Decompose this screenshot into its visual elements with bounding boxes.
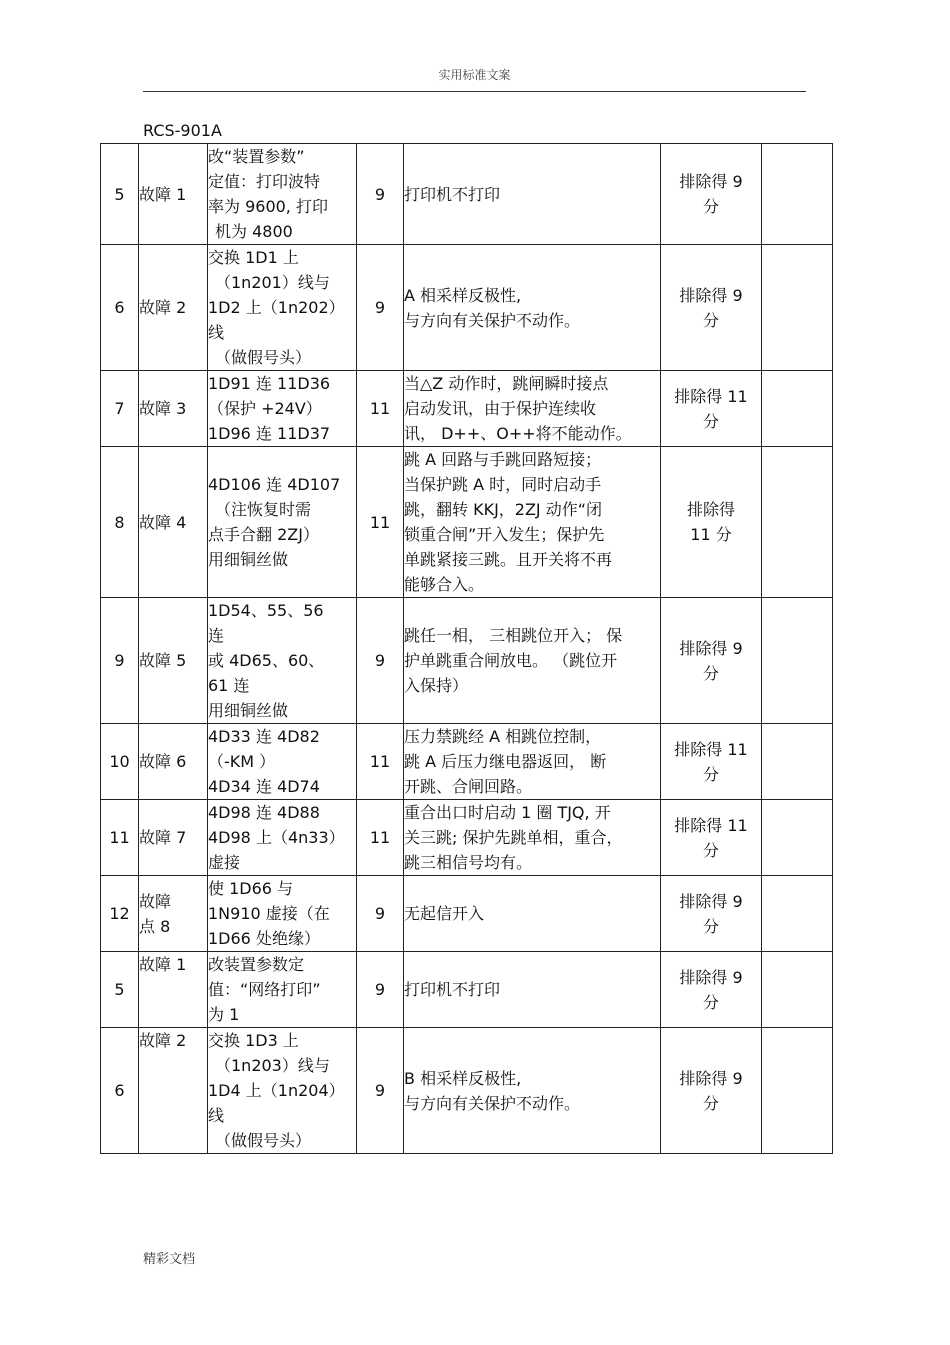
cell-line: 分 xyxy=(702,992,719,1012)
fault-name-cell xyxy=(139,598,208,724)
row-number-cell: 8 xyxy=(101,447,139,598)
blank-cell xyxy=(762,952,833,1028)
score-cell: 9 xyxy=(357,952,404,1028)
blank-cell xyxy=(762,876,833,952)
symptom-cell xyxy=(404,800,661,876)
cell-line: 排除得 xyxy=(686,500,735,519)
symptom-cell xyxy=(404,144,661,245)
cell-line: 1D91 连 11D36 xyxy=(208,374,331,393)
row-number-cell: 6 xyxy=(101,1028,139,1154)
fault-row xyxy=(101,1028,833,1154)
cell-line: 4D33 连 4D82 xyxy=(208,727,320,746)
score-cell: 9 xyxy=(357,1028,404,1154)
page-footer: 精彩文档 xyxy=(143,1252,196,1267)
cell-line: 1D54、55、56 xyxy=(208,601,324,620)
cell-line: （1n203）线与 xyxy=(215,1056,330,1075)
wiring-change-cell xyxy=(208,598,357,724)
scoring-rule-cell xyxy=(661,245,762,371)
cell-line: （注恢复时需 xyxy=(215,500,312,519)
scoring-rule-cell xyxy=(661,876,762,952)
page-header: 实用标准文案 xyxy=(438,68,511,82)
symptom-cell xyxy=(404,598,661,724)
cell-line: 1D2 上（1n202） xyxy=(208,298,345,317)
fault-row xyxy=(101,598,833,724)
blank-cell xyxy=(762,144,833,245)
cell-line: 4D106 连 4D107 xyxy=(208,475,341,494)
wiring-change-cell xyxy=(208,876,357,952)
cell-line: 压力禁跳经 A 相跳位控制， xyxy=(404,727,602,746)
cell-line: 改装置参数定 xyxy=(208,955,305,974)
cell-line: 排除得 9 xyxy=(679,967,743,987)
scoring-rule-cell xyxy=(661,144,762,245)
cell-line: 交换 1D3 上 xyxy=(208,1031,299,1050)
cell-line: 4D98 上（4n33） xyxy=(208,828,345,847)
cell-line: 故障 2 xyxy=(139,1031,187,1050)
cell-line: 排除得 11 xyxy=(674,739,748,759)
cell-line: 故障 4 xyxy=(139,512,187,532)
cell-line: 故障 7 xyxy=(139,828,187,847)
cell-line: （做假号头） xyxy=(215,1131,312,1150)
cell-line: 排除得 11 xyxy=(674,386,748,406)
cell-line xyxy=(139,1128,207,1153)
score-cell: 11 xyxy=(357,447,404,598)
wiring-change-cell xyxy=(208,371,357,447)
cell-line: 分 xyxy=(702,916,719,936)
scoring-rule-cell xyxy=(661,724,762,800)
header-rule xyxy=(143,91,806,92)
cell-line: 开跳、合闸回路。 xyxy=(404,777,533,796)
cell-line: 讯， D++、O++将不能动作。 xyxy=(404,424,632,443)
cell-line: 分 xyxy=(702,840,719,860)
scoring-rule-cell xyxy=(661,447,762,598)
cell-line: 故障 1 xyxy=(139,955,187,974)
cell-line: 分 xyxy=(702,1093,719,1113)
fault-name-cell xyxy=(139,447,208,598)
blank-cell xyxy=(762,447,833,598)
cell-line: 故障 1 xyxy=(139,184,187,204)
score-cell: 9 xyxy=(357,144,404,245)
cell-line xyxy=(139,1053,207,1078)
cell-line: 线 xyxy=(208,323,225,342)
cell-line: 用细铜丝做 xyxy=(208,550,289,569)
cell-line: 1D96 连 11D37 xyxy=(208,424,331,443)
cell-line xyxy=(139,1078,207,1103)
cell-line: 61 连 xyxy=(208,676,250,695)
cell-line xyxy=(139,1103,207,1128)
wiring-change-cell xyxy=(208,724,357,800)
cell-line: 4D98 连 4D88 xyxy=(208,803,320,822)
cell-line: 当△Z 动作时，跳闸瞬时接点 xyxy=(404,374,609,393)
cell-line: 与方向有关保护不动作。 xyxy=(404,310,581,330)
cell-line: 或 4D65、60、 xyxy=(208,651,325,670)
scoring-rule-cell xyxy=(661,371,762,447)
score-cell: 11 xyxy=(357,800,404,876)
cell-line: B 相采样反极性, xyxy=(404,1068,522,1088)
cell-line: 排除得 9 xyxy=(679,638,743,658)
wiring-change-cell xyxy=(208,144,357,245)
cell-line: 用细铜丝做 xyxy=(208,701,289,720)
cell-line: 排除得 9 xyxy=(679,172,743,191)
cell-line: 点 8 xyxy=(139,916,171,936)
device-model-label: RCS-901A xyxy=(143,121,222,140)
wiring-change-cell xyxy=(208,447,357,598)
fault-row xyxy=(101,876,833,952)
cell-line: 1N910 虚接（在 xyxy=(208,904,330,923)
blank-cell xyxy=(762,1028,833,1154)
cell-line: 线 xyxy=(208,1106,225,1125)
cell-line: 无起信开入 xyxy=(404,904,485,923)
cell-line: 入保持） xyxy=(404,676,469,695)
cell-line: 值：“网络打印” xyxy=(208,980,321,999)
fault-name-cell xyxy=(139,1028,208,1154)
cell-line: 能够合入。 xyxy=(404,575,485,594)
cell-line: 分 xyxy=(702,310,719,330)
cell-line: 分 xyxy=(702,197,719,216)
fault-name-cell xyxy=(139,800,208,876)
score-cell: 9 xyxy=(357,245,404,371)
cell-line: 为 1 xyxy=(208,1005,240,1024)
fault-name-cell xyxy=(139,245,208,371)
fault-row xyxy=(101,800,833,876)
cell-line: 排除得 9 xyxy=(679,1068,743,1088)
blank-cell xyxy=(762,598,833,724)
fault-name-cell xyxy=(139,144,208,245)
wiring-change-cell xyxy=(208,952,357,1028)
cell-line: 点手合翻 2ZJ） xyxy=(208,525,319,544)
cell-line: 改“装置参数” xyxy=(208,147,305,166)
wiring-change-cell xyxy=(208,1028,357,1154)
score-cell: 9 xyxy=(357,598,404,724)
wiring-change-cell xyxy=(208,245,357,371)
row-number-cell: 10 xyxy=(101,724,139,800)
row-number-cell: 5 xyxy=(101,952,139,1028)
cell-line xyxy=(139,977,207,1002)
symptom-cell xyxy=(404,447,661,598)
cell-line: 打印机不打印 xyxy=(404,184,501,204)
fault-name-cell xyxy=(139,371,208,447)
fault-name-cell xyxy=(139,952,208,1028)
cell-line: 跳，翻转 KKJ，2ZJ 动作“闭 xyxy=(404,500,603,519)
symptom-cell xyxy=(404,876,661,952)
cell-line: 重合出口时启动 1 圈 TJQ, 开 xyxy=(404,803,611,822)
row-number-cell: 12 xyxy=(101,876,139,952)
scoring-rule-cell xyxy=(661,952,762,1028)
cell-line: 故障 5 xyxy=(139,651,187,670)
score-cell: 11 xyxy=(357,371,404,447)
cell-line: 故障 2 xyxy=(139,298,187,317)
cell-line: 关三跳; 保护先跳单相，重合， xyxy=(404,828,623,847)
symptom-cell xyxy=(404,1028,661,1154)
scoring-rule-cell xyxy=(661,598,762,724)
scoring-rule-cell xyxy=(661,800,762,876)
cell-line: 故障 xyxy=(139,891,172,911)
row-number-cell: 11 xyxy=(101,800,139,876)
cell-line: 跳 A 回路与手跳回路短接； xyxy=(404,450,602,469)
score-cell: 9 xyxy=(357,876,404,952)
blank-cell xyxy=(762,245,833,371)
blank-cell xyxy=(762,371,833,447)
row-number-cell: 7 xyxy=(101,371,139,447)
fault-row xyxy=(101,144,833,245)
cell-line: 机为 4800 xyxy=(215,222,293,241)
fault-row xyxy=(101,952,833,1028)
cell-line: 与方向有关保护不动作。 xyxy=(404,1093,581,1113)
cell-line: 使 1D66 与 xyxy=(208,879,294,898)
cell-line: A 相采样反极性, xyxy=(404,285,522,305)
cell-line: 分 xyxy=(702,663,719,683)
fault-name-cell xyxy=(139,724,208,800)
cell-line: 排除得 11 xyxy=(674,815,748,835)
symptom-cell xyxy=(404,245,661,371)
cell-line: 跳任一相， 三相跳位开入； 保 xyxy=(404,626,623,645)
cell-line: 打印机不打印 xyxy=(404,980,501,999)
cell-line: （保护 +24V） xyxy=(208,399,322,418)
cell-line: 率为 9600, 打印 xyxy=(208,197,328,216)
cell-line: 4D34 连 4D74 xyxy=(208,777,320,796)
cell-line: 定值：打印波特 xyxy=(208,172,321,191)
cell-line: 11 分 xyxy=(690,525,732,544)
row-number-cell: 5 xyxy=(101,144,139,245)
cell-line: 跳 A 后压力继电器返回， 断 xyxy=(404,752,607,771)
row-number-cell: 6 xyxy=(101,245,139,371)
blank-cell xyxy=(762,800,833,876)
blank-cell xyxy=(762,724,833,800)
cell-line: 分 xyxy=(702,764,719,784)
cell-line: 故障 6 xyxy=(139,752,187,771)
cell-line: 跳三相信号均有。 xyxy=(404,853,533,872)
fault-name-cell xyxy=(139,876,208,952)
cell-line: 连 xyxy=(208,626,225,645)
cell-line: 当保护跳 A 时，同时启动手 xyxy=(404,475,602,494)
cell-line: 锁重合闸”开入发生；保护先 xyxy=(404,525,605,544)
fault-row xyxy=(101,245,833,371)
fault-table xyxy=(100,143,833,1154)
cell-line: 排除得 9 xyxy=(679,891,743,911)
fault-row xyxy=(101,724,833,800)
cell-line: （做假号头） xyxy=(215,348,312,367)
cell-line: 交换 1D1 上 xyxy=(208,248,299,267)
cell-line: 1D66 处绝缘） xyxy=(208,929,320,948)
fault-row xyxy=(101,447,833,598)
cell-line: 虚接 xyxy=(208,853,241,872)
row-number-cell: 9 xyxy=(101,598,139,724)
symptom-cell xyxy=(404,371,661,447)
cell-line: 护单跳重合闸放电。 （跳位开 xyxy=(404,651,618,670)
cell-line: 故障 3 xyxy=(139,399,187,418)
cell-line: 排除得 9 xyxy=(679,285,743,305)
symptom-cell xyxy=(404,724,661,800)
cell-line: （1n201）线与 xyxy=(215,273,330,292)
scoring-rule-cell xyxy=(661,1028,762,1154)
cell-line: 1D4 上（1n204） xyxy=(208,1081,345,1100)
fault-row xyxy=(101,371,833,447)
wiring-change-cell xyxy=(208,800,357,876)
cell-line: 启动发讯，由于保护连续收 xyxy=(404,399,597,418)
cell-line: 单跳紧接三跳。且开关将不再 xyxy=(404,550,613,569)
score-cell: 11 xyxy=(357,724,404,800)
symptom-cell xyxy=(404,952,661,1028)
cell-line: （-KM ） xyxy=(208,752,276,771)
cell-line: 分 xyxy=(702,411,719,431)
